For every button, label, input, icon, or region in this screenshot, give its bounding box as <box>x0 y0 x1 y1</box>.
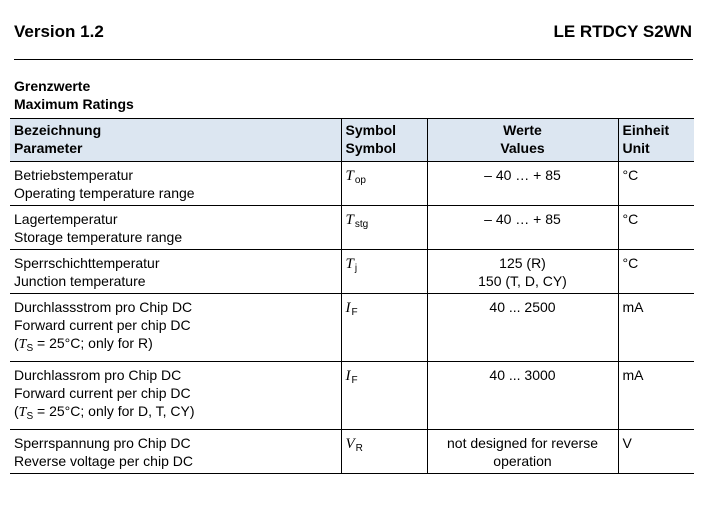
header-unit: Einheit Unit <box>618 119 694 162</box>
unit-cell: V <box>618 430 694 474</box>
unit-cell: mA <box>618 362 694 430</box>
table-header-row <box>10 119 694 162</box>
value-cell: – 40 … + 85 <box>427 206 618 250</box>
symbol-cell: $T_{op}$ <box>341 162 427 206</box>
unit-cell: °C <box>618 162 694 206</box>
parameter-cell: Durchlassstrom pro Chip DC Forward current per chip DC ($T_S = 25^\circ C$; only for R) <box>10 294 341 362</box>
symbol-cell: $I_F$ <box>341 362 427 430</box>
parameter-cell: Durchlassrom pro Chip DC Forward current per chip DC ($T_S = 25^\circ C$; only for D, T, CY) <box>10 362 341 430</box>
symbol-cell: $T_j$ <box>341 250 427 294</box>
table-row <box>10 250 694 294</box>
parameter-cell: Lagertemperatur Storage temperature range <box>10 206 341 250</box>
version-label: Version 1.2 <box>14 22 104 41</box>
header-values: Werte Values <box>427 119 618 162</box>
table-row <box>10 294 694 362</box>
unit-cell: mA <box>618 294 694 362</box>
parameter-cell: Sperrspannung pro Chip DC Reverse voltage per chip DC <box>10 430 341 474</box>
section-title-en: Maximum Ratings <box>14 96 134 112</box>
header-divider <box>14 59 693 60</box>
value-cell: 40 ... 2500 <box>427 294 618 362</box>
table-row <box>10 362 694 430</box>
parameter-cell: Betriebstemperatur Operating temperature range <box>10 162 341 206</box>
value-cell: not designed for reverse operation <box>427 430 618 474</box>
section-title-de: Grenzwerte <box>14 78 91 94</box>
value-cell: 40 ... 3000 <box>427 362 618 430</box>
header-symbol: Symbol Symbol <box>341 119 427 162</box>
table-row <box>10 206 694 250</box>
maximum-ratings-table <box>10 118 694 474</box>
parameter-cell: Sperrschichttemperatur Junction temperature <box>10 250 341 294</box>
condition-note: ($T_S = 25^\circ C$; only for D, T, CY) <box>14 403 195 422</box>
section-title <box>14 77 134 113</box>
unit-cell: °C <box>618 250 694 294</box>
unit-cell: °C <box>618 206 694 250</box>
value-cell: – 40 … + 85 <box>427 162 618 206</box>
product-name: LE RTDCY S2WN <box>553 22 692 41</box>
header-parameter: Bezeichnung Parameter <box>10 119 341 162</box>
table-row <box>10 162 694 206</box>
symbol-cell: $I_F$ <box>341 294 427 362</box>
symbol-cell: $V_R$ <box>341 430 427 474</box>
table-row <box>10 430 694 474</box>
condition-note: ($T_S = 25^\circ C$; only for R) <box>14 335 153 354</box>
value-cell: 125 (R) 150 (T, D, CY) <box>427 250 618 294</box>
page-header <box>14 22 692 46</box>
symbol-cell: $T_{stg}$ <box>341 206 427 250</box>
